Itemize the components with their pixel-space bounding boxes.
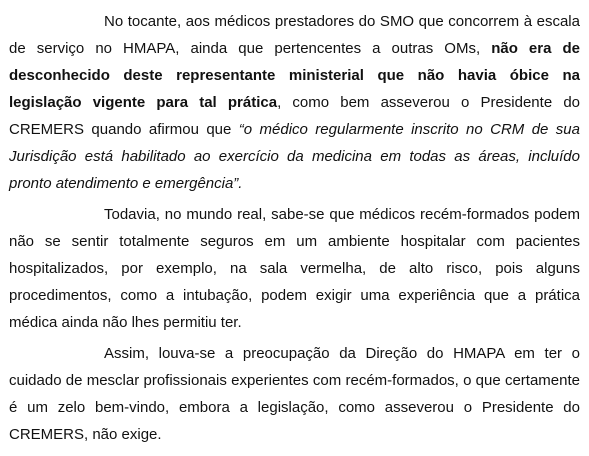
paragraph-text: No tocante, aos médicos prestadores do SMO que concorrem à escala de serviço no HMAPA, ainda que pertencentes a outras OMs, [9,13,580,57]
paragraph-text: Assim, louva-se a preocupação da Direção do HMAPA em ter o cuidado de mesclar profissionais experientes com recém-formados, o que certamente é um zelo bem-vindo, embora a legislação, como asseverou o Presidente do CREMERS, não exige. [9,345,580,443]
paragraph-smo-physicians [9,8,580,197]
italic-quotation: “o médico regularmente inscrito no CRM de sua Jurisdição está habilitado ao exercício da medicina em todas as áreas, incluído pronto atendimento e emergência”. [9,121,580,192]
paragraph-conclusion [9,340,580,448]
paragraph-real-world [9,201,580,336]
paragraph-text: Todavia, no mundo real, sabe-se que médicos recém-formados podem não se sentir totalmente seguros em um ambiente hospitalar com pacientes hospitalizados, por exemplo, na sala vermelha, de alto risco, pois alguns procedimentos, como a intubação, podem exigir uma experiência que a prática médica ainda não lhes permitiu ter. [9,206,580,331]
paragraph-text: , como bem asseverou o Presidente do CREMERS quando afirmou que [9,94,580,138]
bold-statement: não era de desconhecido deste representante ministerial que não havia óbice na legislação vigente para tal prática [9,40,580,111]
